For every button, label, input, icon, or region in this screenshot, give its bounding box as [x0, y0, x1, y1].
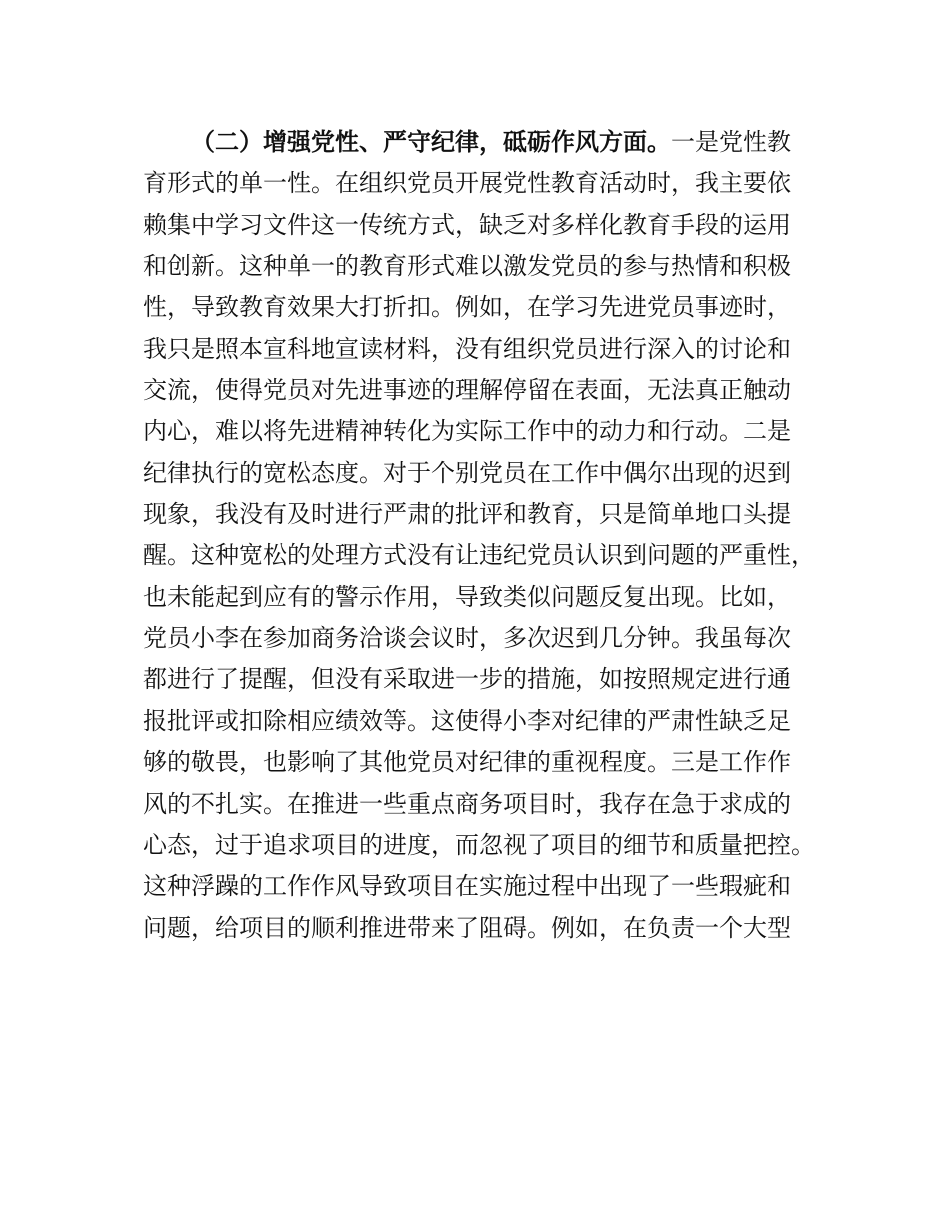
text-line: 风的不扎实。在推进一些重点商务项目时，我存在急于求成的 — [143, 789, 791, 818]
text-line: 这种浮躁的工作作风导致项目在实施过程中出现了一些瑕疵和 — [143, 872, 791, 901]
text-line: 交流，使得党员对先进事迹的理解停留在表面，无法真正触动 — [143, 376, 791, 405]
text-line: 问题，给项目的顺利推进带来了阻碍。例如，在负责一个大型 — [143, 913, 791, 942]
text-line: 内心，难以将先进精神转化为实际工作中的动力和行动。二是 — [143, 417, 791, 446]
text-line: 党员小李在参加商务洽谈会议时，多次迟到几分钟。我虽每次 — [143, 624, 791, 653]
text-line: 我只是照本宣科地宣读材料，没有组织党员进行深入的讨论和 — [143, 334, 791, 363]
text-line: 都进行了提醒，但没有采取进一步的措施，如按照规定进行通 — [143, 665, 791, 694]
text-line: 现象，我没有及时进行严肃的批评和教育，只是简单地口头提 — [143, 500, 791, 529]
paragraph-first-line — [143, 122, 833, 163]
text-line: 报批评或扣除相应绩效等。这使得小李对纪律的严肃性缺乏足 — [143, 706, 791, 735]
text-line: 心态，过于追求项目的进度，而忽视了项目的细节和质量把控。 — [143, 830, 815, 859]
text-line: 性，导致教育效果大打折扣。例如，在学习先进党员事迹时， — [143, 293, 791, 322]
text-line: 醒。这种宽松的处理方式没有让违纪党员认识到问题的严重性， — [143, 541, 815, 570]
text-line: 育形式的单一性。在组织党员开展党性教育活动时，我主要依 — [143, 169, 791, 198]
text-line: 纪律执行的宽松态度。对于个别党员在工作中偶尔出现的迟到 — [143, 458, 791, 487]
text-line: 和创新。这种单一的教育形式难以激发党员的参与热情和积极 — [143, 252, 791, 281]
text-line: 也未能起到应有的警示作用，导致类似问题反复出现。比如， — [143, 582, 791, 611]
text-line: 够的敬畏，也影响了其他党员对纪律的重视程度。三是工作作 — [143, 748, 791, 777]
text-line: 赖集中学习文件这一传统方式，缺乏对多样化教育手段的运用 — [143, 210, 791, 239]
document-body — [143, 122, 833, 949]
text-segment: 一是党性教 — [671, 128, 791, 156]
section-heading: （二）增强党性、严守纪律，砥砺作风方面。 — [191, 128, 671, 156]
